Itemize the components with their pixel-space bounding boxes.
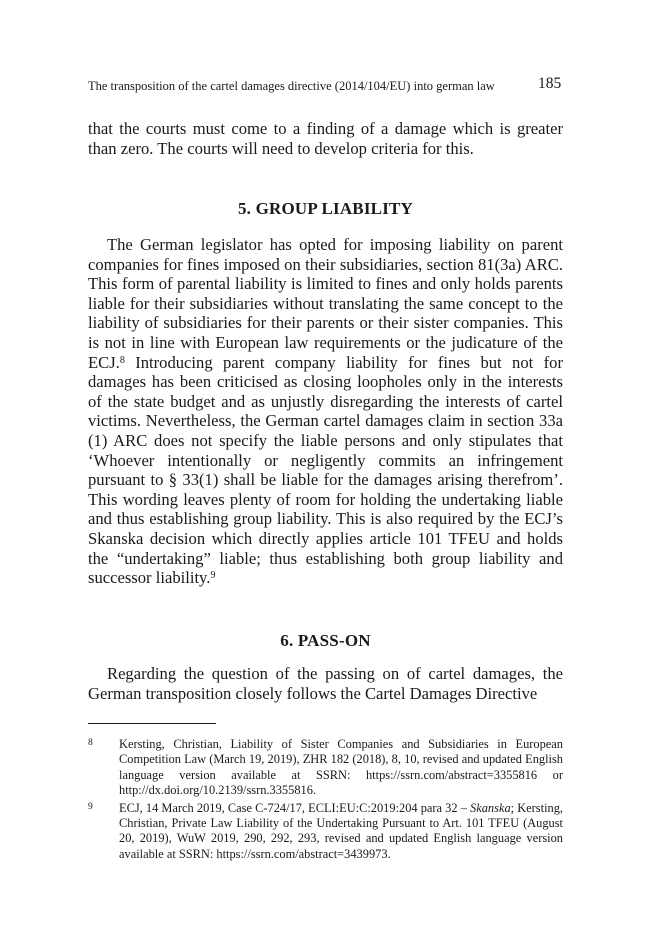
footnote-italic-case-name: Skanska	[470, 800, 511, 815]
section-5-heading: 5. GROUP LIABILITY	[237, 199, 414, 218]
footnotes	[88, 737, 563, 864]
continuation-paragraph	[88, 119, 563, 158]
section-5-body	[88, 235, 563, 588]
section-5-text-part2: Introducing parent company liability for fines but not for damages has been criticised as closing loopholes only in the interests of the state budget and as unjustly disregarding the interests of cartel victims. Nevertheless, the German cartel damages claim in section 33a (1) ARC does not specify the liable persons and only stipulates that ‘Whoever intentionally or negligently commits an infringement pursuant to § 33(1) shall be liable for the damages arising therefrom’. This wording leaves plenty of room for holding the undertaking liable and thus establishing group liability. This is also required by the ECJ’s Skanska decision which directly applies article 101 TFEU and holds the “undertaking” liable; thus establishing both group liability and successor liability.	[88, 352, 563, 588]
section-6-heading: 6. PASS-ON	[280, 631, 371, 650]
footnote-8	[88, 737, 563, 799]
page-number: 185	[538, 75, 562, 92]
running-head: The transposition of the cartel damages directive (2014/104/EU) into german law	[88, 79, 495, 93]
footnote-number: 8	[88, 738, 93, 748]
footnote-9	[88, 801, 563, 863]
footnote-ref-9: 9	[210, 570, 216, 582]
footnote-ref-8: 8	[119, 354, 125, 366]
section-5-text-part1: The German legislator has opted for imposing liability on parent companies for fines imposed on their subsidiaries, section 81(3a) ARC. This form of parental liability is limited to fines and only holds parents liable for their subsidiaries without translating the same concept to the liability of subsidiaries for their parents or their sister companies. This is not in line with European law requirements or the judicature of the ECJ.	[88, 235, 563, 372]
footnote-separator	[88, 723, 216, 724]
section-6-body	[88, 664, 563, 703]
continuation-text: that the courts must come to a finding of a damage which is greater than zero. The courts will need to develop criteria for this.	[88, 119, 563, 158]
footnote-text-after: ; Kersting, Christian, Private Law Liability of the Undertaking Pursuant to Art. 101 TFEU (August 20, 2019), WuW 2019, 290, 292, 293, revised and updated English language version available at SSRN: https://ssrn.com/abstract=3439973.	[119, 800, 564, 861]
section-6-paragraph: Regarding the question of the passing on of cartel damages, the German transposition closely follows the Cartel Damages Directive	[88, 664, 563, 703]
footnote-text-before: ECJ, 14 March 2019, Case C-724/17, ECLI:EU:C:2019:204 para 32 –	[119, 800, 471, 815]
footnote-text: Kersting, Christian, Liability of Sister Companies and Subsidiaries in European Competition Law (March 19, 2019), ZHR 182 (2018), 8, 10, revised and updated English language version available at SSRN: https://ssrn.com/abstract=3355816 or http://dx.doi.org/10.2139/ssrn.3355816.	[119, 737, 563, 798]
section-5-paragraph	[88, 235, 563, 588]
footnote-number: 9	[88, 801, 93, 812]
